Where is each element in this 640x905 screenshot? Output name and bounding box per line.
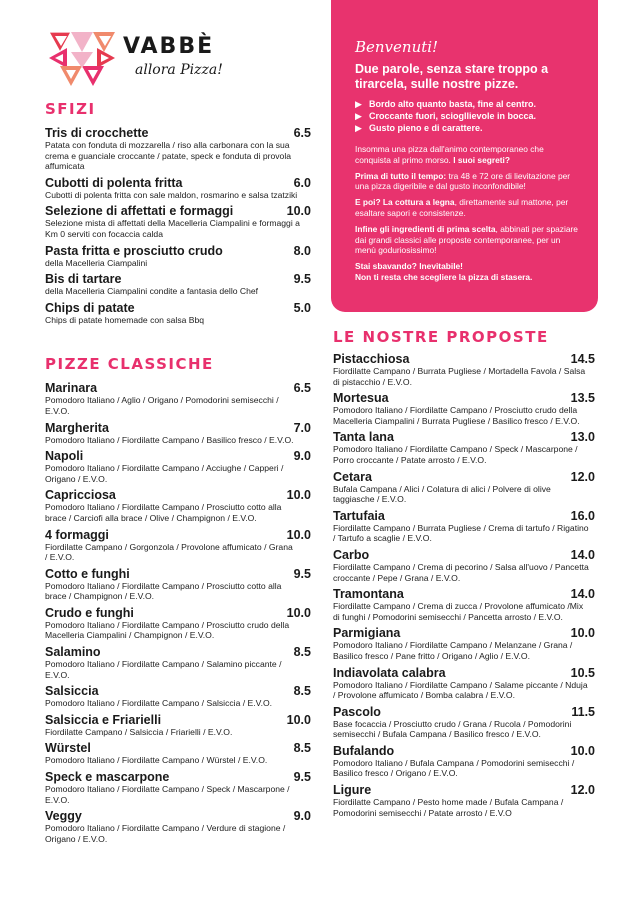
paragraph-3: E poi? La cottura a legna, direttamente sul mattone, per esaltare sapori e consistenze. — [355, 197, 569, 218]
menu-item — [45, 381, 311, 416]
menu-item-description: Pomodoro Italiano / Fiordilatte Campano / Verdure di stagione / Origano / E.V.O. — [45, 823, 286, 844]
menu-item-name: Tramontana — [333, 587, 404, 602]
menu-item — [45, 272, 311, 297]
menu-item-name: Cetara — [333, 469, 372, 484]
paragraph-5: Stai sbavando? Inevitabile! — [355, 261, 463, 272]
menu-item-description: Pomodoro Italiano / Fiordilatte Campano / Salamino piccante / E.V.O. — [45, 659, 282, 680]
menu-item — [45, 176, 311, 201]
right-column — [333, 328, 595, 822]
sfizi-list — [45, 126, 311, 325]
menu-item-name: Speck e mascarpone — [45, 770, 170, 785]
menu-item-price: 8.5 — [293, 684, 311, 699]
menu-item — [333, 744, 595, 779]
menu-item-price: 5.0 — [293, 300, 311, 315]
section-title-pizze-classiche: PIZZE CLASSICHE — [45, 355, 214, 374]
menu-item-description: Pomodoro Italiano / Fiordilatte Campano / Speck / Mascarpone / E.V.O. — [45, 784, 290, 805]
menu-item-name: 4 formaggi — [45, 527, 109, 542]
welcome-intro: Due parole, senza stare troppo a tirarcela, sulle nostre pizze. — [355, 62, 549, 91]
menu-item-name: Salsiccia e Friarielli — [45, 712, 162, 727]
section-title-le-nostre-proposte: LE NOSTRE PROPOSTE — [333, 328, 549, 346]
menu-item — [45, 488, 311, 523]
menu-item — [45, 528, 311, 563]
menu-item-description: Pomodoro Italiano / Fiordilatte Campano / Speck / Mascarpone / Porro croccante / Patate arrosto / E.V.O. — [333, 444, 578, 465]
menu-item-price: 6.5 — [293, 126, 311, 140]
menu-item — [45, 204, 311, 239]
menu-item — [45, 244, 311, 269]
menu-item-name: Parmigiana — [333, 626, 401, 641]
menu-item — [45, 770, 311, 805]
menu-item-price: 10.0 — [286, 488, 311, 503]
classiche-list — [45, 381, 311, 844]
menu-item-description: Pomodoro Italiano / Bufala Campana / Pomodorini semisecchi / Basilico fresco / Origano / E.V.O. — [333, 757, 575, 779]
menu-item — [333, 548, 595, 583]
menu-item — [45, 713, 311, 738]
menu-item-price: 8.0 — [293, 243, 311, 258]
brand-name: VABBÈ — [123, 34, 215, 59]
menu-item-description: della Macelleria Ciampalini condite a fantasia dello Chef — [45, 286, 259, 297]
menu-item-name: Indiavolata calabra — [333, 665, 446, 680]
menu-item-name: Tanta lana — [333, 430, 394, 445]
menu-item-description: Fiordilatte Campano / Crema di zucca / Provolone affumicato /Mix di funghi / Pomodorini semisecchi / Pancetta arrosto / E.V.O. — [333, 601, 584, 622]
paragraph-1: Insomma una pizza dall'animo contemporaneo che conquista al primo morso. I suoi segreti? — [355, 144, 544, 165]
menu-item-description: Fiordilatte Campano / Pesto home made / Bufala Campana / Pomodorini semisecchi / Patate arrosto / E.V.O — [333, 797, 564, 818]
brand-tagline: allora Pizza! — [135, 62, 223, 78]
menu-item-description: Pomodoro Italiano / Fiordilatte Campano / Acciughe / Capperi / Origano / E.V.O. — [45, 463, 284, 484]
menu-item-name: Cubotti di polenta fritta — [45, 175, 183, 190]
menu-item-description: Pomodoro Italiano / Fiordilatte Campano / Salame piccante / Nduja / Provolone affumicato / Bomba calabra / E.V.O. — [333, 679, 588, 701]
menu-item-name: Salsiccia — [45, 684, 99, 699]
paragraph-4: Infine gli ingredienti di prima scelta, abbinati per spaziare dai grandi classici alle proposte contemporanee, per un menù goduriosissimo! — [355, 223, 578, 256]
menu-item-price: 10.0 — [286, 605, 311, 620]
menu-item-name: Crudo e funghi — [45, 605, 134, 620]
menu-item-price: 14.5 — [570, 352, 595, 366]
menu-item-name: Pasta fritta e prosciutto crudo — [45, 243, 223, 258]
menu-item — [333, 587, 595, 622]
menu-item — [45, 684, 311, 709]
menu-item — [333, 391, 595, 426]
menu-item — [333, 509, 595, 544]
menu-item — [333, 783, 595, 818]
menu-item-price: 10.0 — [570, 626, 595, 641]
menu-item-description: Pomodoro Italiano / Fiordilatte Campano / Prosciutto crudo della Macelleria Ciampalini / Champignon / E.V.O. — [45, 619, 290, 641]
menu-item-price: 6.5 — [293, 381, 311, 396]
menu-item-name: Napoli — [45, 449, 84, 464]
feature-item: ▶ Croccante fuori, sciogllievole in bocca. — [355, 111, 537, 121]
menu-item-name: Veggy — [45, 809, 82, 824]
menu-item — [45, 421, 311, 446]
menu-item-price: 8.5 — [293, 741, 311, 756]
menu-item — [333, 705, 595, 740]
proposte-list — [333, 352, 595, 818]
arrow-icon: ▶ — [355, 99, 362, 109]
menu-item-description: Fiordilatte Campano / Salsiccia / Friarielli / E.V.O. — [45, 726, 233, 737]
menu-item-name: Marinara — [45, 381, 98, 396]
menu-item-price: 9.5 — [293, 770, 311, 785]
menu-item — [45, 301, 311, 326]
menu-item — [45, 809, 311, 844]
menu-item-name: Chips di patate — [45, 300, 135, 315]
menu-item-name: Capricciosa — [45, 488, 116, 503]
left-column — [45, 24, 311, 848]
menu-item — [45, 606, 311, 641]
menu-item-name: Margherita — [45, 420, 109, 435]
menu-item-description: della Macelleria Ciampalini — [45, 257, 148, 268]
menu-item — [45, 126, 311, 172]
menu-item-name: Selezione di affettati e formaggi — [45, 204, 234, 219]
menu-item-name: Ligure — [333, 783, 372, 798]
paragraph-6: Non ti resta che scegliere la pizza di stasera. — [355, 271, 533, 282]
menu-item-price: 9.5 — [293, 566, 311, 581]
menu-item-price: 10.0 — [286, 712, 311, 727]
menu-item — [45, 741, 311, 766]
menu-item — [333, 666, 595, 701]
menu-item-description: Pomodoro Italiano / Fiordilatte Campano / Prosciutto cotto alla brace / Champignon / E.V.O. — [45, 580, 282, 602]
menu-item — [333, 430, 595, 465]
menu-item-name: Tartufaia — [333, 508, 385, 523]
menu-item-name: Pascolo — [333, 704, 381, 719]
menu-item-description: Fiordilatte Campano / Burrata Pugliese / Crema di tartufo / Rigatino / Tartufo a scaglie / E.V.O. — [333, 522, 589, 544]
menu-item-price: 16.0 — [570, 508, 595, 523]
arrow-icon: ▶ — [355, 123, 362, 133]
section-title-sfizi: SFIZI — [45, 100, 96, 118]
paragraph-2: Prima di tutto il tempo: tra 48 e 72 ore di lievitazione per una pizza digeribile e dal gusto inconfondibile! — [355, 170, 571, 192]
welcome-panel — [331, 0, 598, 312]
menu-item-price: 10.5 — [570, 665, 595, 680]
menu-item-description: Fiordilatte Campano / Burrata Pugliese / Mortadella Favola / Salsa di pistacchio / E.V.O. — [333, 366, 586, 387]
menu-item — [45, 645, 311, 680]
menu-item-description: Pomodoro Italiano / Fiordilatte Campano / Basilico fresco / E.V.O. — [45, 434, 294, 445]
arrow-icon: ▶ — [355, 111, 362, 121]
menu-item-name: Bufalando — [333, 743, 395, 758]
menu-item-description: Bufala Campana / Alici / Colatura di alici / Polvere di olive taggiasche / E.V.O. — [333, 483, 551, 505]
menu-item-name: Bis di tartare — [45, 272, 122, 287]
menu-item-price: 9.0 — [293, 809, 311, 824]
menu-item-name: Würstel — [45, 741, 91, 756]
menu-item — [333, 352, 595, 387]
menu-item-price: 10.0 — [570, 743, 595, 758]
menu-item-price: 13.5 — [570, 391, 595, 406]
menu-item-price: 7.0 — [293, 420, 311, 435]
menu-item-name: Pistacchiosa — [333, 352, 410, 366]
menu-item-price: 9.0 — [293, 449, 311, 464]
menu-item-price: 14.0 — [570, 587, 595, 602]
logo — [45, 24, 311, 94]
menu-item — [333, 470, 595, 505]
menu-item-description: Pomodoro Italiano / Fiordilatte Campano / Salsiccia / E.V.O. — [45, 698, 273, 709]
menu-item-description: Patata con fonduta di mozzarella / riso alla carbonara con la sua crema e guanciale croccante / patate, speck e fonduta di provola affumicata — [45, 140, 292, 172]
menu-item-price: 10.0 — [286, 204, 311, 219]
menu-item-price: 14.0 — [570, 547, 595, 562]
welcome-heading: Benvenuti! — [355, 38, 439, 56]
menu-item-description: Pomodoro Italiano / Aglio / Origano / Pomodorini semisecchi / E.V.O. — [45, 395, 279, 416]
menu-item-name: Cotto e funghi — [45, 566, 130, 581]
menu-item-price: 12.0 — [570, 783, 595, 798]
menu-item-price: 11.5 — [571, 704, 595, 719]
menu-item-description: Fiordilatte Campano / Crema di pecorino / Salsa all'uovo / Pancetta croccante / Pepe / Grana / E.V.O. — [333, 561, 589, 583]
menu-item-price: 13.0 — [570, 430, 595, 445]
menu-item-description: Base focaccia / Prosciutto crudo / Grana / Rucola / Pomodorini semisecchi / Bufala Campana / Basilico fresco / E.V.O. — [333, 718, 572, 740]
menu-item-description: Fiordilatte Campano / Gorgonzola / Provolone affumicato / Grana / E.V.O. — [45, 541, 293, 563]
menu-item-description: Pomodoro Italiano / Fiordilatte Campano / Melanzane / Grana / Basilico fresco / Pane fritto / Origano / Aglio / E.V.O. — [333, 640, 573, 661]
menu-item-name: Mortesua — [333, 391, 389, 406]
menu-item-price: 6.0 — [293, 175, 311, 190]
menu-item-price: 12.0 — [570, 469, 595, 484]
pizza-flower-logo-icon — [45, 24, 123, 94]
menu-item-description: Pomodoro Italiano / Fiordilatte Campano / Prosciutto crudo della Macelleria Ciampalini / Burrata Pugliese / Basilico fresco / E.V.O. — [333, 405, 580, 426]
menu-item-description: Pomodoro Italiano / Fiordilatte Campano / Prosciutto cotto alla brace / Carciofi alla brace / Olive / Champignon / E.V.O. — [45, 502, 282, 523]
menu-item-price: 9.5 — [293, 272, 311, 287]
menu-item-price: 10.0 — [286, 527, 311, 542]
menu-item — [333, 626, 595, 661]
feature-list — [355, 98, 578, 134]
menu-item-price: 8.5 — [293, 645, 311, 660]
menu-item-name: Carbo — [333, 547, 370, 562]
menu-item — [45, 567, 311, 602]
feature-item: ▶ Bordo alto quanto basta, fine al centro. — [355, 99, 537, 109]
feature-item: ▶ Gusto pieno e di carattere. — [355, 123, 483, 133]
menu-item-description: Cubotti di polenta fritta con sale maldon, rosmarino e salsa tzatziki — [45, 189, 298, 200]
menu-item-name: Salamino — [45, 645, 101, 660]
menu-item-name: Tris di crocchette — [45, 126, 149, 140]
menu-item-description: Selezione mista di affettati della Macelleria Ciampalini e formaggi a Km 0 serviti con focaccia calda — [45, 218, 300, 239]
menu-item-description: Chips di patate homemade con salsa Bbq — [45, 314, 205, 325]
menu-item-description: Pomodoro Italiano / Fiordilatte Campano / Würstel / E.V.O. — [45, 755, 268, 766]
menu-item — [45, 449, 311, 484]
